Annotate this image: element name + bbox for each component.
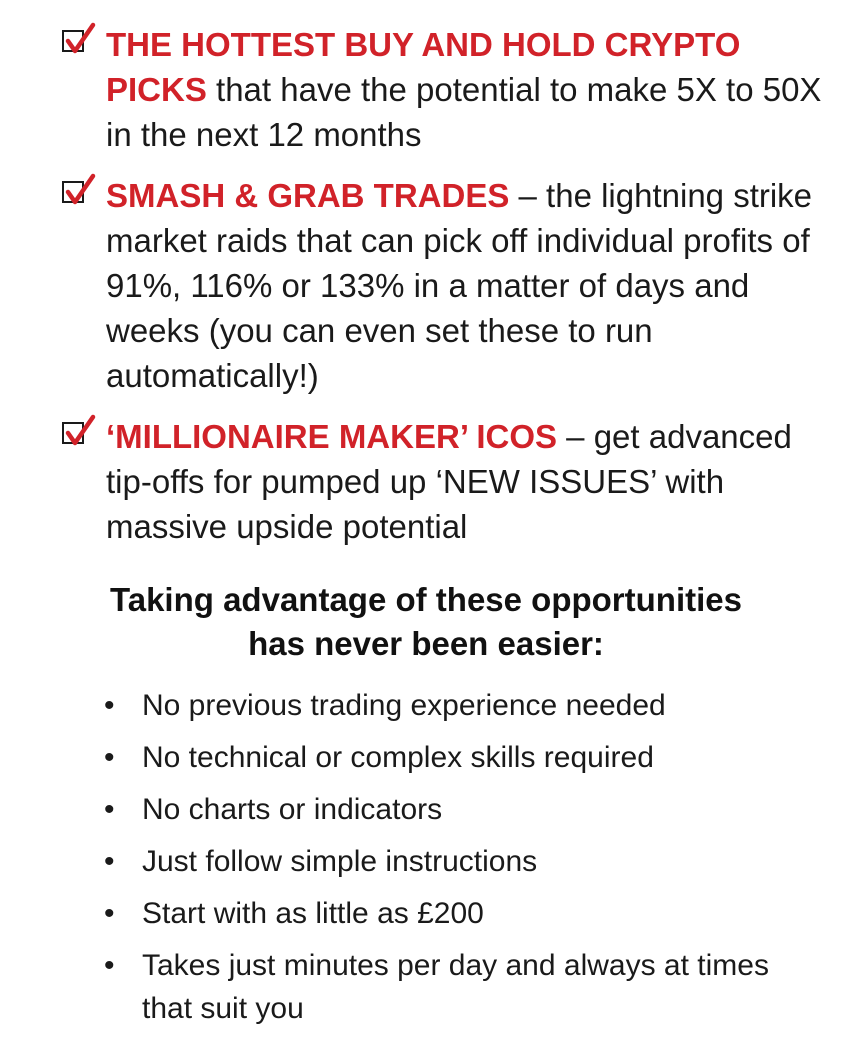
checklist-highlight: SMASH & GRAB TRADES [106, 177, 510, 214]
heading-line-2: has never been easier: [248, 625, 604, 662]
checkmark-icon [62, 175, 98, 211]
heading-line-1: Taking advantage of these opportunities [110, 581, 742, 618]
checklist-highlight: THE HOTTEST BUY AND HOLD CRYPTO PICKS [106, 26, 741, 108]
benefits-list [104, 684, 824, 1039]
list-item [104, 736, 824, 779]
checkbox-icon [62, 30, 84, 52]
list-item [104, 840, 824, 883]
checklist-item-smash-grab [60, 173, 840, 398]
checklist-item-crypto-picks [60, 22, 840, 157]
feature-checklist [60, 22, 840, 565]
list-item-text: Just follow simple instructions [142, 845, 538, 878]
list-item-text: No technical or complex skills required [142, 741, 654, 774]
checkmark-icon [62, 416, 98, 452]
checklist-text: – the lightning strike market raids that can pick off individual profits of 91%, 116% or 133% in a matter of days and weeks (you can even set these to run automatically!) [106, 177, 813, 394]
checkmark-icon [62, 24, 98, 60]
list-item [104, 684, 824, 727]
list-item-text: No charts or indicators [142, 793, 443, 826]
list-item-text: No previous trading experience needed [142, 689, 666, 722]
list-item [104, 892, 824, 935]
list-item-text: Takes just minutes per day and always at times that suit you [142, 949, 769, 1025]
list-item-text: Start with as little as £200 [142, 897, 484, 930]
bullet-icon: • [104, 845, 115, 878]
list-item [104, 944, 824, 1030]
checklist-item-icos [60, 414, 840, 549]
list-item [104, 788, 824, 831]
checklist-text: that have the potential to make 5X to 50X in the next 12 months [106, 71, 822, 153]
section-heading [0, 578, 852, 666]
bullet-icon: • [104, 949, 115, 982]
checklist-text: – get advanced tip-offs for pumped up ‘NEW ISSUES’ with massive upside potential [106, 418, 792, 545]
bullet-icon: • [104, 741, 115, 774]
checkbox-icon [62, 181, 84, 203]
checklist-highlight: ‘MILLIONAIRE MAKER’ ICOS [106, 418, 558, 455]
bullet-icon: • [104, 897, 115, 930]
checkbox-icon [62, 422, 84, 444]
bullet-icon: • [104, 793, 115, 826]
bullet-icon: • [104, 689, 115, 722]
